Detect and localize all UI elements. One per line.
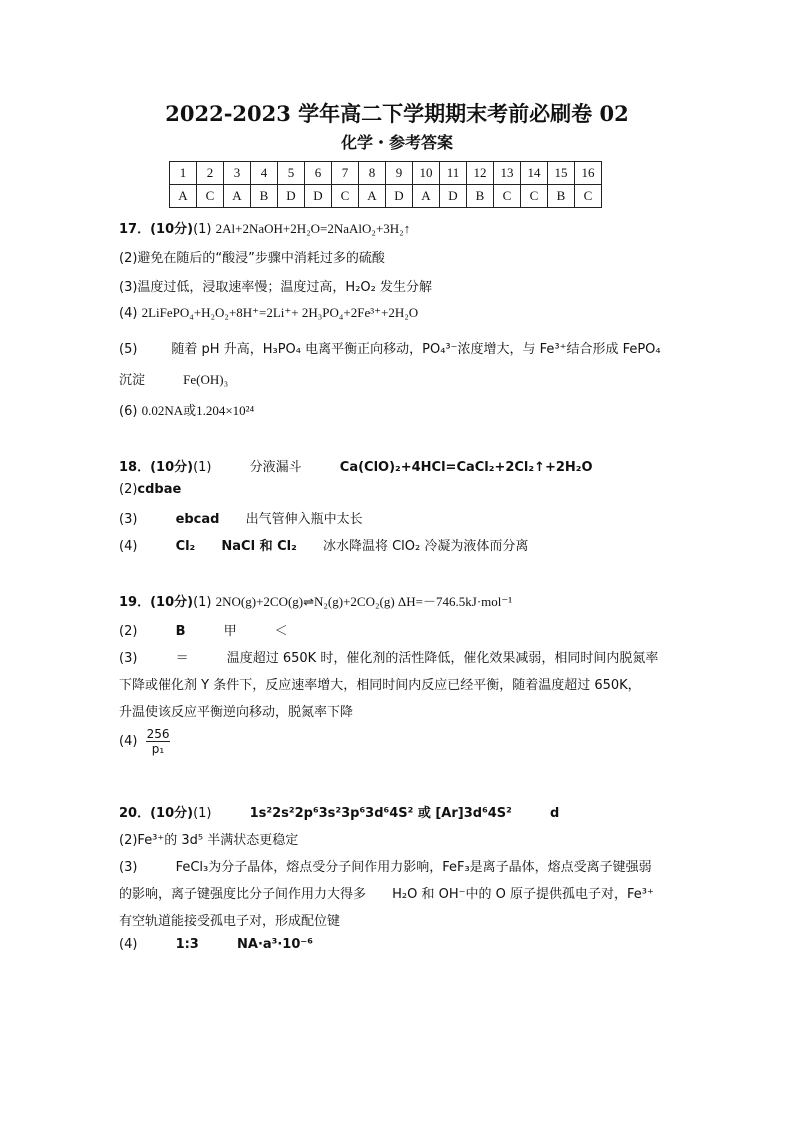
answer-table-number-cell: 4: [251, 162, 278, 185]
answer-table-number-cell: 7: [332, 162, 359, 185]
answer-table-number-cell: 6: [305, 162, 332, 185]
answer-table-answer-cell: C: [197, 185, 224, 208]
answer-table-answer-cell: B: [251, 185, 278, 208]
answer-table-answer-cell: D: [278, 185, 305, 208]
answer-table-answer-row: [170, 185, 602, 208]
answer-table-answer-cell: A: [359, 185, 386, 208]
answer-table-number-cell: 12: [467, 162, 494, 185]
q20-part4: (4) 1:3 NA·a³·10⁻⁶: [119, 937, 313, 952]
q17-part4: (4) 2LiFePO₄+H₂O₂+8H⁺=2Li⁺+ 2H₃PO₄+2Fe³⁺+2H₂O: [119, 305, 419, 321]
answer-table-answer-cell: B: [467, 185, 494, 208]
q18-part4: (4) Cl₂ NaCl 和 Cl₂ 冰水降温将 ClO₂ 冷凝为液体而分离: [119, 539, 529, 554]
answer-table-answer-cell: D: [440, 185, 467, 208]
answer-table-number-cell: 15: [548, 162, 575, 185]
q19-part3: (3) ＝ 温度超过 650K 时，催化剂的活性降低，催化效果减弱，相同时间内脱氮率: [119, 651, 659, 666]
q19-part1: 19．(10分)(1) 2NO(g)+2CO(g)⇌N₂(g)+2CO₂(g) ΔH=－746.5kJ·mol⁻¹: [119, 594, 513, 610]
answer-table-answer-cell: D: [305, 185, 332, 208]
answer-table-answer-cell: A: [224, 185, 251, 208]
q19-part3-line2: 下降或催化剂 Y 条件下，反应速率增大，相同时间内反应已经平衡，随着温度超过 650K，: [119, 678, 641, 693]
q20-part2: (2)Fe³⁺的 3d⁵ 半满状态更稳定: [119, 833, 299, 848]
q20-part3-line3: 有空轨道能接受孤电子对，形成配位键: [119, 914, 341, 929]
answer-table-answer-cell: C: [332, 185, 359, 208]
page-title: 2022-2023 学年高二下学期期末考前必刷卷 02: [165, 101, 629, 126]
q18-label: 18．(10分): [119, 460, 194, 475]
answer-table-number-cell: 16: [575, 162, 602, 185]
answer-table-number-cell: 3: [224, 162, 251, 185]
answer-table-number-cell: 1: [170, 162, 197, 185]
q20-part3-line2: 的影响，离子键强度比分子间作用力大得多 H₂O 和 OH⁻中的 O 原子提供孤电子对，Fe³⁺: [119, 887, 654, 902]
q17-part3: (3)温度过低，浸取速率慢；温度过高，H₂O₂ 发生分解: [119, 280, 432, 295]
answer-table-answer-cell: A: [413, 185, 440, 208]
q19-part3-line3: 升温使该反应平衡逆向移动，脱氮率下降: [119, 705, 354, 720]
q18-part1: 18．(10分)(1) 分液漏斗 Ca(ClO)₂+4HCl=CaCl₂+2Cl₂↑+2H₂O: [119, 460, 593, 475]
q19-part2: (2) B 甲 ＜: [119, 624, 288, 639]
answer-table-answer-cell: B: [548, 185, 575, 208]
answer-table-answer-cell: A: [170, 185, 197, 208]
q17-part1: 17．(10分)(1) 2Al+2NaOH+2H₂O=2NaAlO₂+3H₂↑: [119, 221, 411, 237]
answer-table-number-cell: 5: [278, 162, 305, 185]
answer-table-answer-cell: C: [521, 185, 548, 208]
q19-label: 19．(10分): [119, 595, 194, 610]
answer-table-answer-cell: D: [386, 185, 413, 208]
answer-table-answer-cell: C: [575, 185, 602, 208]
q20-part1: 20．(10分)(1) 1s²2s²2p⁶3s²3p⁶3d⁶4S² 或 [Ar]3d⁶4S² d: [119, 806, 560, 821]
q19-part4: (4) $\frac{256}{\text{p₁}}$: [119, 727, 170, 756]
q19-fraction: $\frac{256}{\text{p₁}}$: [146, 727, 170, 756]
answer-table-number-cell: 13: [494, 162, 521, 185]
q18-part3: (3) ebcad 出气管伸入瓶中太长: [119, 512, 363, 527]
answer-table-number-cell: 11: [440, 162, 467, 185]
answer-table-number-cell: 8: [359, 162, 386, 185]
q17-label: 17．(10分): [119, 222, 194, 237]
answer-table-number-cell: 14: [521, 162, 548, 185]
q17-part2: (2)避免在随后的“酸浸”步骤中消耗过多的硫酸: [119, 251, 385, 266]
answer-table-number-cell: 2: [197, 162, 224, 185]
q17-part6: (6) 0.02NA或1.204×10²⁴: [119, 403, 255, 419]
answer-table-number-cell: 10: [413, 162, 440, 185]
answer-table-number-cell: 9: [386, 162, 413, 185]
answer-table-number-row: [170, 162, 602, 185]
q17-part5-continued: 沉淀 Fe(OH)₃: [119, 372, 229, 388]
page-subtitle: 化学・参考答案: [340, 133, 453, 152]
answer-table: [169, 161, 602, 208]
answer-table-answer-cell: C: [494, 185, 521, 208]
q20-label: 20．(10分): [119, 806, 194, 821]
q17-part5: (5) 随着 pH 升高，H₃PO₄ 电离平衡正向移动，PO₄³⁻浓度增大，与 Fe³⁺结合形成 FePO₄: [119, 342, 661, 357]
q20-part3: (3) FeCl₃为分子晶体，熔点受分子间作用力影响，FeF₃是离子晶体，熔点受离子键强弱: [119, 860, 652, 875]
q18-part2: (2)cdbae: [119, 482, 182, 497]
